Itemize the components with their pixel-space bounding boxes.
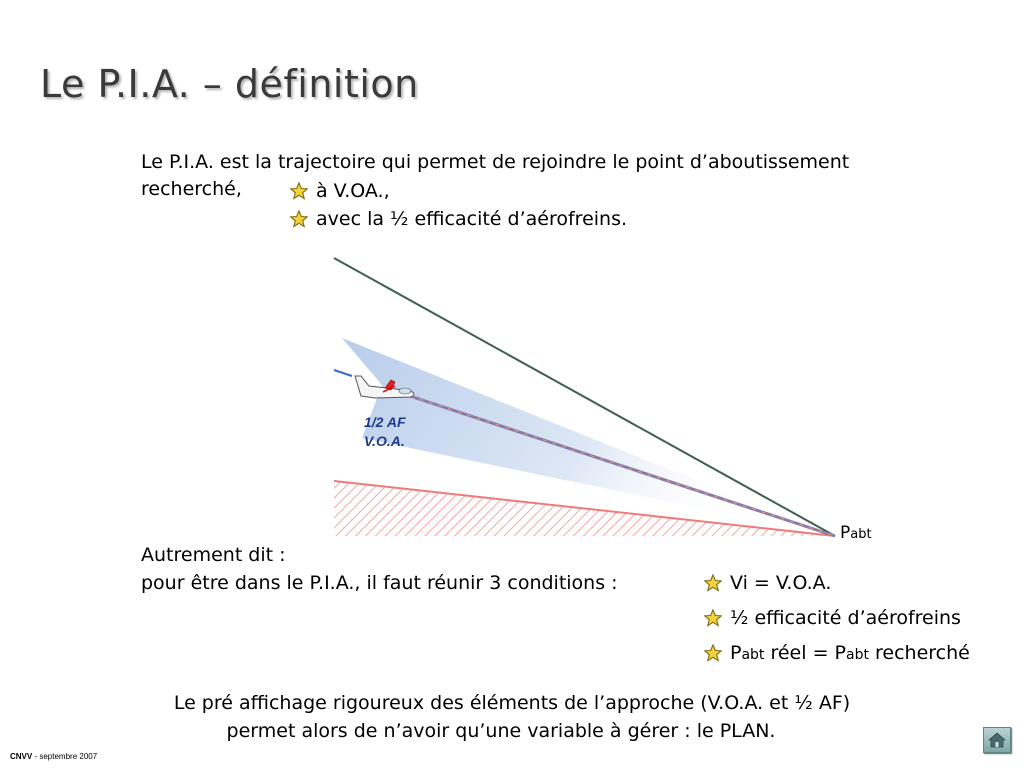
intro-bullet-2-text: avec la ½ efficacité d’aérofreins. [316, 208, 628, 230]
pabt-p: P [730, 642, 742, 664]
pabt-sub: abt [741, 647, 765, 663]
home-icon [988, 732, 1006, 748]
condition-item-1 [704, 572, 831, 594]
reel-eq: réel = [764, 642, 835, 664]
footer-date: - septembre 2007 [32, 752, 98, 761]
point-pabt-label [840, 523, 872, 543]
condition-item-2-text: ½ efficacité d’aérofreins [730, 607, 961, 629]
label-voa: V.O.A. [364, 433, 405, 449]
point-p: P [840, 523, 851, 543]
intro-line-1: Le P.I.A. est la trajectoire qui permet de rejoindre le point d’aboutissement [141, 151, 850, 173]
conditions-line-2: pour être dans le P.I.A., il faut réunir 3 conditions : [141, 572, 618, 594]
footer-brand: CNVV [10, 752, 33, 761]
footer [10, 752, 97, 761]
pabt-sub-2: abt [846, 647, 869, 663]
recherche: recherché [868, 642, 970, 664]
label-half-af: 1/2 AF [364, 414, 406, 430]
star-icon [704, 574, 722, 592]
pabt-p-2: P [834, 642, 846, 664]
star-icon [704, 609, 722, 627]
condition-item-2 [704, 607, 961, 629]
conclusion-line-1: Le pré affichage rigoureux des éléments de l’approche (V.O.A. et ½ AF) [173, 692, 851, 714]
conclusion-line-2: permet alors de n’avoir qu’une variable à gérer : le PLAN. [226, 720, 776, 742]
condition-item-3-text [730, 642, 970, 664]
intro-line-2: recherché, [141, 178, 242, 200]
direction-tick [334, 370, 352, 376]
star-icon [704, 644, 722, 662]
intro-bullet-1-text: à V.OA., [316, 180, 390, 202]
home-button[interactable] [983, 727, 1011, 753]
page-title: Le P.I.A. – définition [40, 62, 419, 106]
condition-item-1-text: Vi = V.O.A. [730, 572, 832, 594]
conditions-line-1: Autrement dit : [141, 544, 286, 566]
condition-item-3 [704, 642, 970, 664]
point-abt: abt [850, 527, 872, 542]
